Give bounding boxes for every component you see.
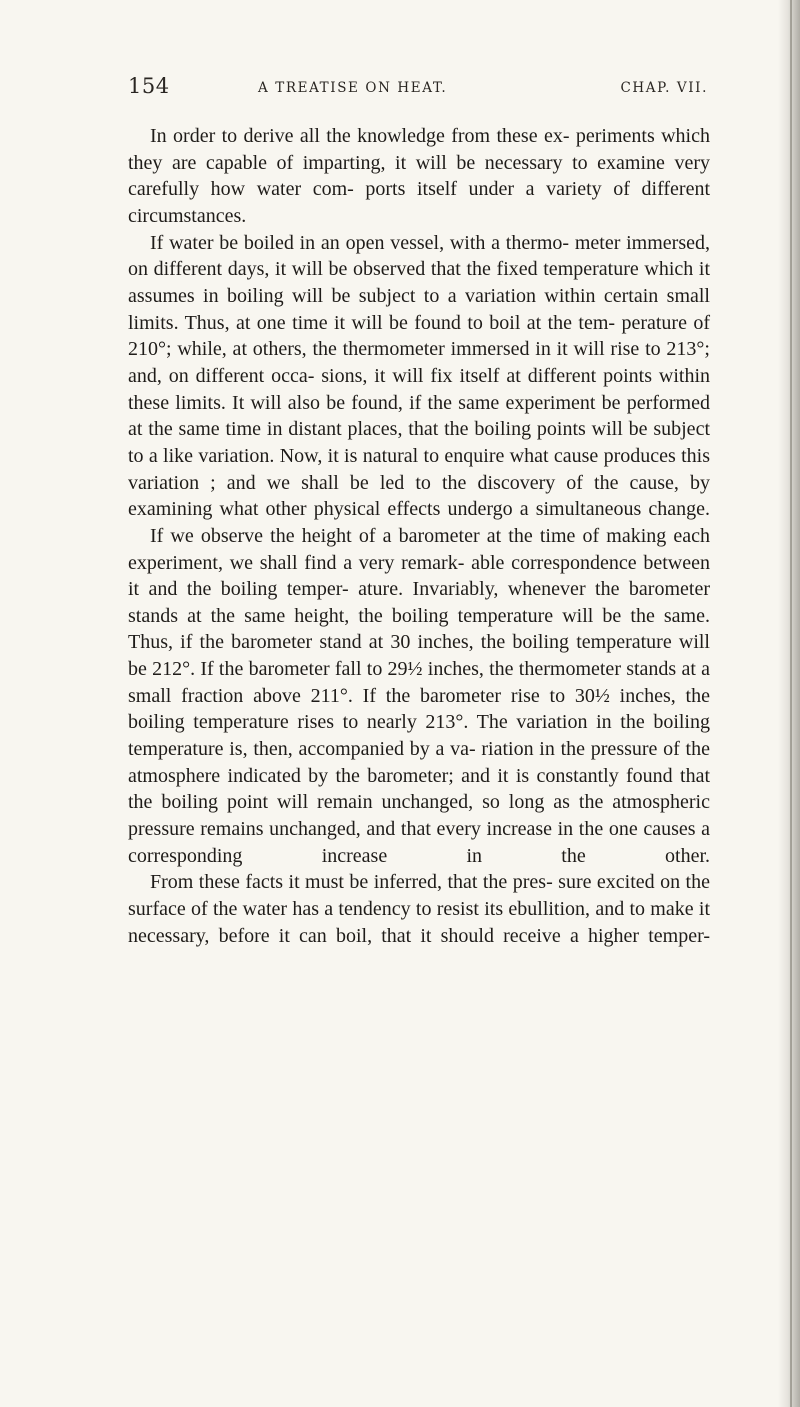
- running-title: A TREATISE ON HEAT.: [258, 80, 448, 96]
- paragraph-3: If we observe the height of a barometer at the time of making each experiment, we shall find a very remark- able correspondence between it and the boiling temper- ature. Invariably, whenever the barometer stands at the same height, the boiling temperature will be the same. Thus, if the barometer stand at 30 inches, the boiling temperature will be 212°. If the barometer fall to 29½ inches, the thermometer stands at a small fraction above 211°. If the barometer rise to 30½ inches, the boiling temperature rises to nearly 213°. The variation in the boiling temperature is, then, accompanied by a va- riation in the pressure of the atmosphere indicated by the barometer; and it is constantly found that the boiling point will remain unchanged, so long as the atmospheric pressure remains unchanged, and that every increase in the one causes a corresponding increase in the other.: [128, 524, 710, 867]
- chapter-label: CHAP. VII.: [620, 80, 708, 96]
- page-number: 154: [128, 74, 170, 98]
- page-edge-line: [790, 0, 792, 1407]
- paragraph-4: From these facts it must be inferred, that the pres- sure excited on the surface of the water has a tendency to resist its ebullition, and to make it necessary, before it can boil, that it should receive a higher temper-: [128, 871, 710, 947]
- running-head: [128, 74, 708, 110]
- paragraph-2: If water be boiled in an open vessel, with a thermo- meter immersed, on different days, it will be observed that the fixed temperature which it assumes in boiling will be subject to a variation within certain small limits. Thus, at one time it will be found to boil at the tem- perature of 210°; while, at others, the thermometer immersed in it will rise to 213°; and, on different occa- sions, it will fix itself at different points within these limits. It will also be found, if the same experiment be performed at the same time in distant places, that the boiling points will be subject to a like variation. Now, it is natural to enquire what cause produces this variation ; and we shall be led to the discovery of the cause, by examining what other physical effects undergo a simultaneous change.: [128, 231, 710, 521]
- paragraph-1: In order to derive all the knowledge from these ex- periments which they are capable of imparting, it will be necessary to examine very carefully how water com- ports itself under a variety of different circumstances.: [128, 125, 710, 227]
- page-edge-shadow: [778, 0, 800, 1407]
- body-text: [128, 123, 710, 949]
